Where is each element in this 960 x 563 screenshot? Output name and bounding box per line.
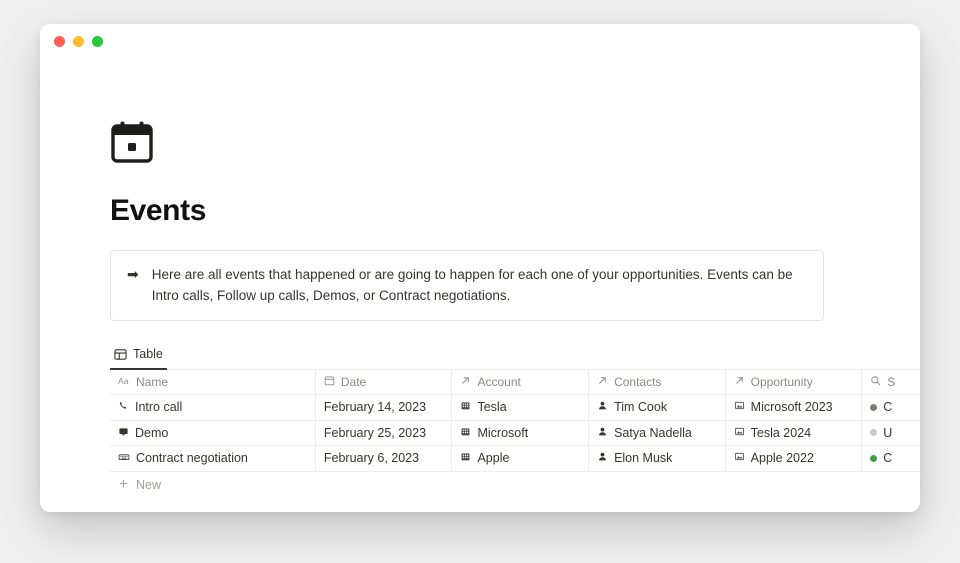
cell-date[interactable] (316, 446, 453, 471)
plus-icon (118, 478, 129, 492)
column-label: S (887, 375, 896, 389)
row-date: February 14, 2023 (323, 400, 427, 415)
keyboard-icon (118, 451, 130, 466)
callout (110, 250, 824, 321)
events-table (110, 370, 920, 498)
window-titlebar (40, 24, 920, 58)
image-icon (734, 451, 745, 465)
column-header-opportunity[interactable] (726, 370, 863, 394)
text-icon (118, 375, 130, 390)
search-icon (870, 375, 881, 389)
cell-contacts[interactable] (589, 421, 726, 446)
cell-status[interactable] (862, 446, 920, 471)
row-status: U (883, 425, 893, 440)
cell-date[interactable] (316, 421, 453, 446)
cell-date[interactable] (316, 395, 453, 420)
cell-contacts[interactable] (589, 446, 726, 471)
person-icon (597, 426, 608, 440)
column-label: Date (340, 375, 367, 389)
building-icon (460, 426, 471, 440)
cell-name[interactable] (110, 421, 316, 446)
new-row-label: New (136, 477, 162, 492)
row-opportunity: Microsoft 2023 (750, 400, 833, 415)
status-badge-dot (870, 429, 877, 436)
person-icon (597, 451, 608, 465)
cell-opportunity[interactable] (726, 421, 863, 446)
arrow-right-icon: ➡ (127, 266, 139, 282)
cell-opportunity[interactable] (726, 395, 863, 420)
table-icon (114, 348, 127, 361)
row-opportunity: Apple 2022 (750, 451, 814, 466)
row-contacts: Elon Musk (614, 451, 673, 466)
row-opportunity: Tesla 2024 (750, 425, 812, 440)
row-name: Demo (135, 425, 169, 440)
row-date: February 25, 2023 (323, 425, 427, 440)
cell-name[interactable] (110, 446, 316, 471)
row-contacts: Tim Cook (614, 400, 668, 415)
table-row[interactable] (110, 446, 920, 472)
svg-text:Aa: Aa (118, 375, 129, 386)
status-badge-dot (870, 455, 877, 462)
column-header-status[interactable] (862, 370, 920, 394)
image-icon (734, 426, 745, 440)
new-row-button[interactable] (110, 472, 920, 498)
row-account: Microsoft (477, 425, 529, 440)
row-status: C (883, 400, 893, 415)
person-icon (597, 400, 608, 414)
cell-account[interactable] (452, 395, 589, 420)
monitor-icon (118, 426, 129, 440)
row-name: Intro call (135, 400, 183, 415)
page-title: Events (110, 194, 206, 227)
column-header-date[interactable] (316, 370, 453, 394)
row-name: Contract negotiation (136, 451, 248, 466)
column-label: Contacts (614, 375, 662, 389)
row-date: February 6, 2023 (323, 451, 420, 466)
image-icon (734, 400, 745, 414)
tab-label: Table (133, 347, 163, 361)
table-row[interactable] (110, 421, 920, 447)
row-account: Apple (477, 451, 510, 466)
building-icon (460, 451, 471, 465)
cell-status[interactable] (862, 395, 920, 420)
row-status: C (883, 451, 893, 466)
cell-account[interactable] (452, 421, 589, 446)
relation-arrow-icon (734, 375, 745, 389)
tab-table[interactable] (110, 343, 167, 370)
column-label: Name (136, 375, 169, 389)
table-header-row (110, 370, 920, 395)
column-label: Account (477, 375, 521, 389)
cell-contacts[interactable] (589, 395, 726, 420)
column-header-account[interactable] (452, 370, 589, 394)
callout-text: Here are all events that happened or are going to happen for each one of your opportunities. Events can be Intro calls, Follow up calls, Demos, or Contract negotiations. (151, 267, 793, 303)
row-account: Tesla (477, 400, 507, 415)
relation-arrow-icon (597, 375, 608, 389)
cell-status[interactable] (862, 421, 920, 446)
phone-icon (118, 400, 129, 414)
minimize-window-button[interactable] (73, 36, 84, 47)
view-tabs (110, 343, 920, 370)
column-header-contacts[interactable] (589, 370, 726, 394)
zoom-window-button[interactable] (92, 36, 103, 47)
page-content (40, 120, 920, 498)
building-icon (460, 400, 471, 414)
column-label: Opportunity (750, 375, 813, 389)
column-header-name[interactable] (110, 370, 316, 394)
status-badge-dot (870, 404, 877, 411)
cell-name[interactable] (110, 395, 316, 420)
row-contacts: Satya Nadella (614, 425, 692, 440)
cell-opportunity[interactable] (726, 446, 863, 471)
calendar-icon (110, 120, 154, 164)
app-window (40, 24, 920, 512)
cell-account[interactable] (452, 446, 589, 471)
table-row[interactable] (110, 395, 920, 421)
calendar-small-icon (324, 375, 335, 389)
relation-arrow-icon (460, 375, 471, 389)
close-window-button[interactable] (54, 36, 65, 47)
